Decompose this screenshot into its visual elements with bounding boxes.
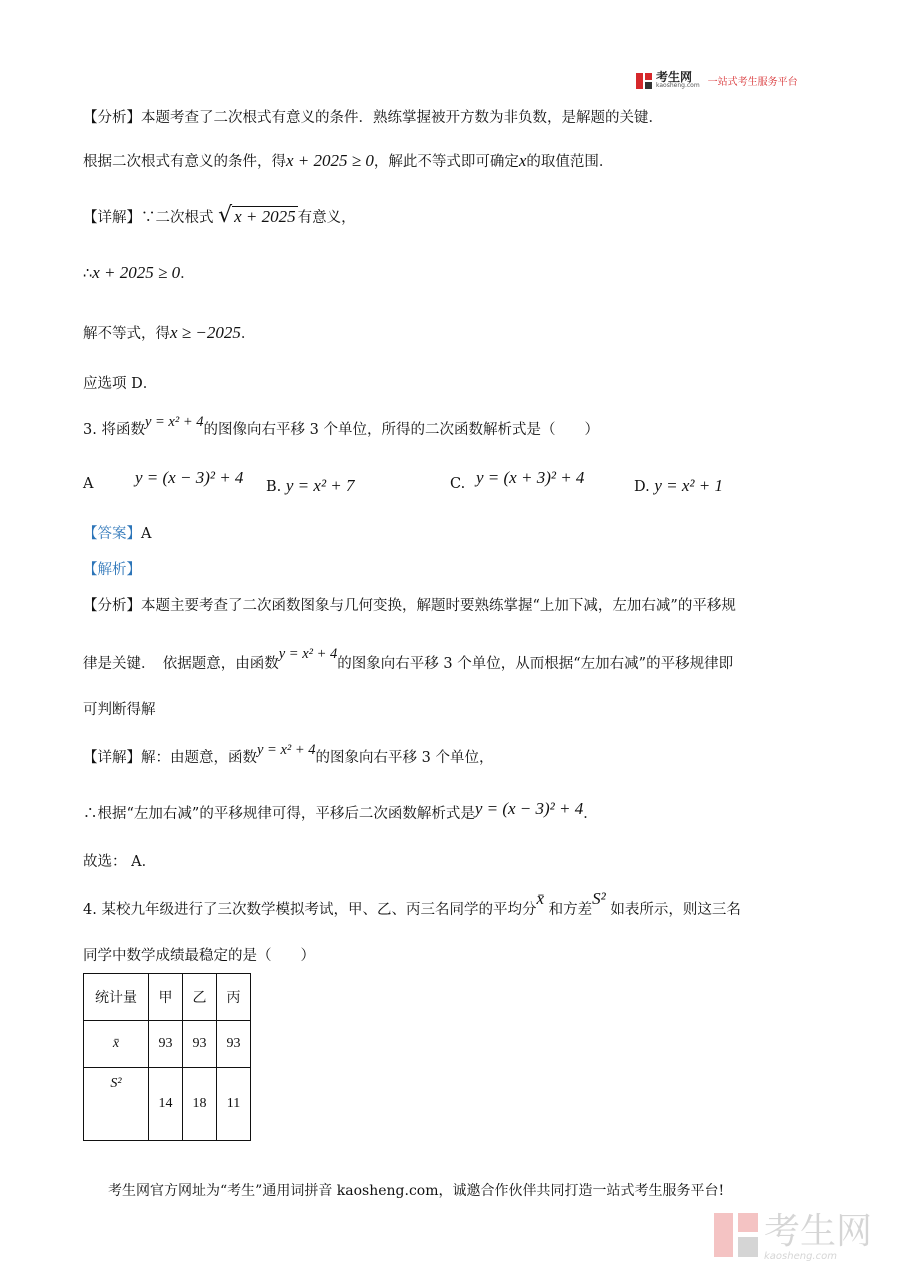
q4-stem-line2: 同学中数学成绩最稳定的是（ ）	[83, 948, 315, 964]
table-cell: 93	[217, 1021, 251, 1068]
logo-sub: kaosheng.com	[656, 82, 700, 89]
q2-therefore: ∴x + 2025 ≥ 0．	[83, 263, 195, 282]
q3-option-c: C.	[450, 476, 466, 492]
logo-icon	[636, 73, 652, 89]
q3-option-b: B. y = x² + 7	[266, 476, 355, 495]
q2-answer: 应选项 D．	[83, 376, 158, 392]
q3-result: ∴根据“左加右减”的平移规律可得，平移后二次函数解析式是y = (x − 3)² + 4．	[83, 799, 598, 822]
q3-analysis-line3: 可判断得解	[83, 702, 156, 718]
table-header-row	[84, 974, 251, 1021]
watermark-logo-icon	[714, 1213, 758, 1257]
q3-option-a: A	[83, 476, 94, 492]
q3-stem: 3. 将函数y = x² + 4的图像向右平移 3 个单位，所得的二次函数解析式是（ ）	[83, 414, 599, 438]
stats-table	[83, 973, 251, 1141]
q2-solve: 解不等式，得x ≥ −2025．	[83, 323, 256, 342]
table-header-cell: 乙	[183, 974, 217, 1021]
table-cell: 11	[217, 1068, 251, 1141]
table-header-cell: 统计量	[84, 974, 149, 1021]
table-row	[84, 1068, 251, 1141]
q3-analysis: 【分析】本题主要考查了二次函数图象与几何变换，解题时要熟练掌握“上加下减，左加右减”的平移规	[83, 598, 736, 614]
table-header-cell: 丙	[217, 974, 251, 1021]
table-row-label: x̄	[84, 1021, 149, 1068]
watermark-name: 考生网	[764, 1211, 873, 1252]
q2-analysis-line2: 根据二次根式有意义的条件，得x + 2025 ≥ 0，解此不等式即可确定x的取值范围．	[83, 151, 614, 170]
q3-answer: 【答案】A	[83, 526, 152, 542]
q2-analysis: 【分析】本题考查了二次根式有意义的条件．熟练掌握被开方数为非负数，是解题的关键．	[83, 110, 663, 126]
table-header-cell: 甲	[149, 974, 183, 1021]
header-logo	[636, 72, 798, 89]
logo-name: 考生网	[656, 70, 693, 84]
table-cell: 14	[149, 1068, 183, 1141]
watermark-sub: kaosheng.com	[764, 1251, 837, 1262]
q3-option-d: D. y = x² + 1	[634, 476, 723, 495]
table-row	[84, 1021, 251, 1068]
q3-option-a-expr: y = (x − 3)² + 4	[135, 468, 244, 487]
watermark-logo	[714, 1213, 872, 1262]
sqrt-expression: √ x + 2025	[218, 203, 296, 228]
footer-text: 考生网官方网址为“考生”通用词拼音 kaosheng.com，诚邀合作伙伴共同打造一站式考生服务平台!	[108, 1183, 725, 1199]
table-cell: 93	[183, 1021, 217, 1068]
table-cell: 93	[149, 1021, 183, 1068]
q2-detail: 【详解】∵二次根式 √ x + 2025 有意义，	[83, 203, 356, 228]
q3-detail: 【详解】解：由题意，函数y = x² + 4的图象向右平移 3 个单位，	[83, 742, 494, 766]
q3-choice: 故选： A．	[83, 854, 157, 870]
table-row-label: S²	[84, 1068, 149, 1141]
q3-explain-label: 【解析】	[83, 562, 141, 578]
table-cell: 18	[183, 1068, 217, 1141]
q3-option-c-expr: y = (x + 3)² + 4	[476, 468, 585, 487]
logo-slogan: 一站式考生服务平台	[707, 77, 798, 88]
q4-stem: 4. 某校九年级进行了三次数学模拟考试，甲、乙、丙三名同学的平均分x̄ 和方差S² 如表所示，则这三名	[83, 889, 741, 918]
q3-analysis-line2: 律是关键． 依据题意，由函数y = x² + 4的图象向右平移 3 个单位，从而根据“左加右减”的平移规律即	[83, 646, 734, 672]
